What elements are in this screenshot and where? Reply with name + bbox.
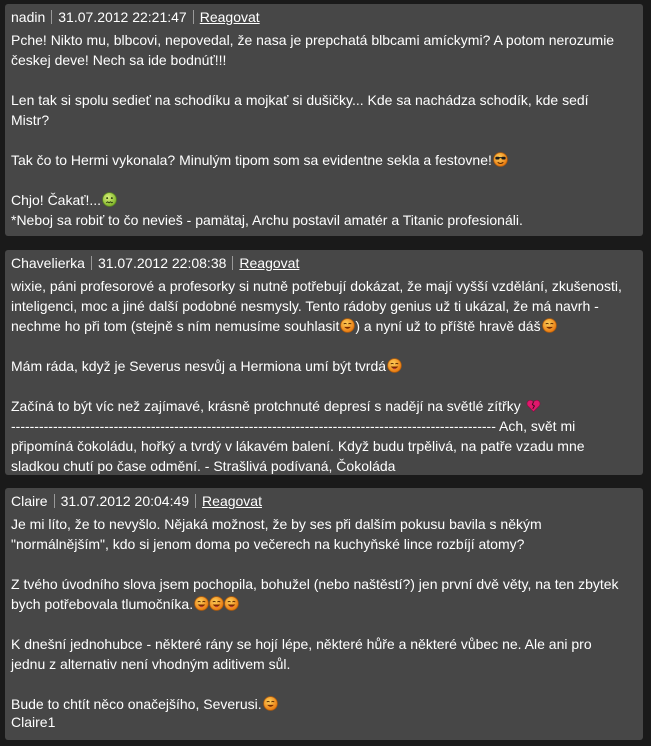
comment-text: bych potřebovala tlumočníka. — [11, 596, 194, 612]
comment-line — [11, 396, 637, 416]
comment-text: Mám ráda, když je Severus nesvůj a Hermiona umí být tvrdá — [11, 358, 387, 374]
comment-author: Chavelierka — [11, 255, 85, 271]
comment-line: sladkou chutí po čase odmění. - Strašlivá podívaná, Čokoláda — [11, 458, 396, 474]
comment-line — [11, 694, 637, 714]
grin-emoticon-icon — [209, 596, 224, 611]
comment-text: Začíná to být víc než zajímavé, krásně protchnuté depresí s nadějí na světlé zítřky — [11, 398, 521, 414]
header-divider — [54, 494, 55, 508]
comment-line: "normálnějším", kdo si jenom doma po večerech na kuchyňské lince rozbíjí atomy? — [11, 536, 525, 552]
comment-claire — [5, 488, 643, 740]
sunglasses-emoticon-icon — [493, 152, 508, 167]
comment-line — [11, 316, 637, 336]
comment-line: Pche! Nikto mu, blbcovi, nepovedal, že nasa je prepchatá blbcami amíckymi? A potom nerozumie — [11, 32, 615, 48]
comment-line: jednu z alternativ není vhodným aditivem sůl. — [11, 656, 291, 672]
reply-link[interactable]: Reagovat — [202, 493, 262, 509]
comment-text: Chjo! Čakať!... — [11, 192, 102, 208]
comment-line: českej deve! Nech sa ide bodnúť!!! — [11, 52, 227, 68]
comment-author: Claire — [11, 493, 48, 509]
smile-emoticon-icon — [340, 318, 355, 333]
comment-line — [11, 594, 637, 614]
smile-emoticon-icon — [542, 318, 557, 333]
comment-line: Len tak si spolu sedieť na schodíku a mojkať si dušičky... Kde sa nachádza schodík, kde sedí — [11, 92, 589, 108]
comment-datetime: 31.07.2012 22:08:38 — [97, 255, 227, 271]
comment-chavelierka — [5, 250, 643, 475]
grin-emoticon-icon — [194, 596, 209, 611]
comment-line: Je mi líto, že to nevyšlo. Nějaká možnost, že by ses při dalším pokusu bavila s někým — [11, 516, 542, 532]
comment-body — [11, 276, 637, 476]
comment-line: připomíná čokoládu, hořký a tvrdý v lákavém balení. Když budu trpělivá, na patře vzadu mne — [11, 438, 585, 454]
grin-emoticon-icon — [387, 358, 402, 373]
broken-heart-emoticon-icon — [525, 398, 542, 413]
comment-body — [11, 30, 637, 230]
comment-header — [11, 254, 637, 274]
comment-line — [11, 356, 637, 376]
comment-datetime: 31.07.2012 20:04:49 — [60, 493, 190, 509]
comment-text: Tak čo to Hermi vykonala? Minulým tipom som sa evidentne sekla a festovne! — [11, 152, 492, 168]
sick-emoticon-icon — [102, 192, 117, 207]
comment-datetime: 31.07.2012 22:21:47 — [58, 9, 187, 25]
comment-line: *Neboj sa robiť to čo nevieš - pamätaj, Archu postavil amatér a Titanic profesionáli. — [11, 212, 523, 228]
comment-author: nadin — [11, 9, 46, 25]
reply-link[interactable]: Reagovat — [239, 255, 300, 271]
header-divider — [91, 256, 92, 270]
header-divider — [51, 10, 52, 24]
comment-line: K dnešní jednohubce - některé rány se hojí lépe, některé hůře a některé vůbec ne. Ale ani pro — [11, 636, 592, 652]
comment-line: wixie, páni profesorové a profesorky si nutně potřebují dokázat, že mají vyšší vzdělání, zkušenosti, — [11, 278, 622, 294]
comment-line — [11, 190, 637, 210]
header-divider — [232, 256, 233, 270]
comment-body — [11, 514, 637, 730]
header-divider — [195, 494, 196, 508]
reply-link[interactable]: Reagovat — [199, 9, 260, 25]
comment-text: Bude to chtít něco onačejšího, Severusi. — [11, 696, 262, 712]
header-divider — [193, 10, 194, 24]
comment-line: inteligenci, moc a jiné další podobné nesmysly. Tento rádoby genius už ti ukázal, že má navrh - — [11, 298, 599, 314]
smile-emoticon-icon — [263, 696, 278, 711]
comment-text: ) a nyní už to příště hravě dáš — [355, 318, 541, 334]
grin-emoticon-icon — [224, 596, 239, 611]
comment-line: Z tvého úvodního slova jsem pochopila, bohužel (nebo naštěstí?) jen první dvě věty, na ten zbytek — [11, 576, 619, 592]
comment-nadin — [5, 4, 643, 236]
comment-text: nechme ho při tom (stejně s ním nemusíme souhlasit — [11, 318, 340, 334]
comment-line: -------------------------------------------------------------------------------------------------------- Ach, svět mi — [11, 418, 576, 434]
comment-line: Mistr? — [11, 112, 50, 128]
comment-header — [11, 492, 637, 512]
comment-line: Claire1 — [11, 714, 56, 730]
comment-header — [11, 8, 637, 28]
comment-line — [11, 150, 637, 170]
